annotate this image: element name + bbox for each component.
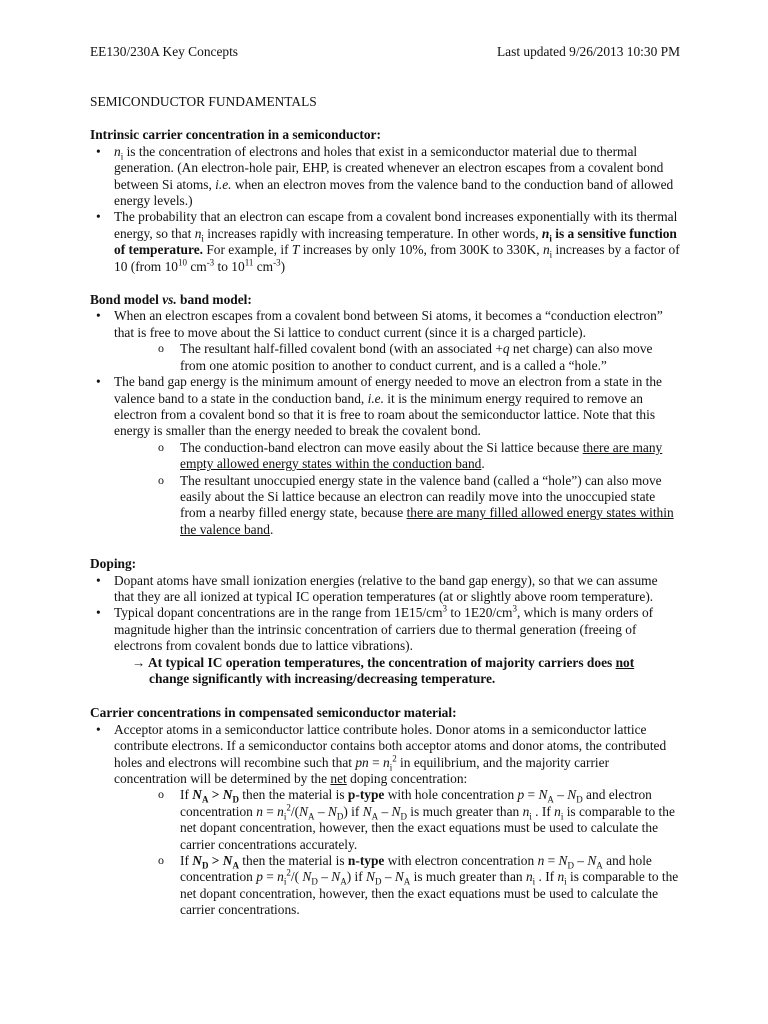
header-left: EE130/230A Key Concepts [90, 44, 239, 59]
sub-list-item: o The resultant unoccupied energy state in the valence band (called a “hole”) can also move easily about the Si lattice because an electron can readily move into the unoccupied state from a nearby filled energy state, because there are many filled allowed energy states within the valence band. [114, 473, 680, 539]
list-item: • Acceptor atoms in a semiconductor lattice contribute holes. Donor atoms in a semiconductor lattice contribute electrons. If a semiconductor contains both acceptor atoms and donor atoms, the contributed holes and electrons will recombine such that pn = $n_i^2$ in equilibrium, and the majority carrier concentration will be determined by the net doping concentration: o If $N_A > N_D$ then the material is p-type with hole concentration $p = N_A - N_D$ and electron concentration $n = n_i^2/(N_A - N_D)$ if $N_A - N_D$ is much greater than $n_i$ . If $n_i$ is comparable to the net dopant concentration, however, then the exact equations must be used to calculate the carrier concentrations accurately. o If $N_D > N_A$ then the material is n-type with electron concentration $n = N_D - N_A$ and hole concentration $p = n_i^2/$( $N_D - N_A$) if $N_D - N_A$ is much greater than $n_i$ . If $n_i$ is comparable to the net dopant concentration, however, then the exact equations must be used to calculate the carrier concentrations. [90, 722, 680, 919]
list-item: • Dopant atoms have small ionization energies (relative to the band gap energy), so that we can assume that they are all ionized at typical IC operation temperatures (at or slightly above room temperature). [90, 573, 680, 606]
compensated-list [90, 722, 680, 919]
sub-list-item: o If $N_A > N_D$ then the material is p-type with hole concentration $p = N_A - N_D$ and electron concentration $n = n_i^2/(N_A - N_D)$ if $N_A - N_D$ is much greater than $n_i$ . If $n_i$ is comparable to the net dopant concentration, however, then the exact equations must be used to calculate the carrier concentrations accurately. [114, 787, 680, 853]
header-right: Last updated 9/26/2013 10:30 PM [497, 44, 680, 59]
sub-list-item: o The resultant half-filled covalent bond (with an associated +q net charge) can also move from one atomic position to another to conduct current, and is a called a “hole.” [114, 341, 680, 374]
list-item: • $n_i$ is the concentration of electrons and holes that exist in a semiconductor material due to thermal generation. (An electron-hole pair, EHP, is created whenever an electron escapes from a covalent bond between Si atoms, i.e. when an electron moves from the valence band to the conduction band of allowed energy levels.) [90, 144, 680, 210]
section-heading-doping: Doping: [90, 556, 137, 572]
document-page [90, 44, 680, 919]
section-heading-compensated: Carrier concentrations in compensated semiconductor material: [90, 705, 457, 721]
list-item: • When an electron escapes from a covalent bond between Si atoms, it becomes a “conduction electron” that is free to move about the Si lattice to conduct current (since it is a charged particle). o The resultant half-filled covalent bond (with an associated +q net charge) can also move from one atomic position to another to conduct current, and is a called a “hole.” [90, 308, 680, 374]
doping-list [90, 573, 680, 655]
doping-conclusion: → At typical IC operation temperatures, the concentration of majority carriers does not change significantly with increasing/decreasing temperature. [132, 654, 635, 686]
section-heading-intrinsic: Intrinsic carrier concentration in a semiconductor: [90, 127, 381, 143]
bond-list [90, 308, 680, 538]
list-item: • Typical dopant concentrations are in the range from $1E15/cm^3$ to $1E20/cm^3$, which is many orders of magnitude higher than the intrinsic concentration of carriers due to thermal generation (freeing of electrons from covalent bonds due to lattice vibrations). [90, 605, 680, 654]
list-item: • The band gap energy is the minimum amount of energy needed to move an electron from a state in the valence band to a state in the conduction band, i.e. it is the minimum energy required to remove an electron from a covalent bond so that it is free to roam about the semiconductor lattice. Note that this energy is smaller than the energy needed to break the covalent bond. o The conduction-band electron can move easily about the Si lattice because there are many empty allowed energy states within the conduction band. o The resultant unoccupied energy state in the valence band (called a “hole”) can also move easily about the Si lattice because an electron can readily move into the unoccupied state from a nearby filled energy state, because there are many filled allowed energy states within the valence band. [90, 374, 680, 538]
page-header [90, 44, 680, 60]
arrow-icon: → [132, 654, 146, 670]
intrinsic-list [90, 144, 680, 275]
list-item: • The probability that an electron can escape from a covalent bond increases exponentially with its thermal energy, so that $n_i$ increases rapidly with increasing temperature. In other words, $n_i$ is a sensitive function of temperature. For example, if T increases by only 10%, from 300K to 330K, $n_i$ increases by a factor of 10 (from $10^{10}$ $cm^{-3}$ to $10^{11}$ $cm^{-3}$) [90, 209, 680, 275]
sub-list-item: o If $N_D > N_A$ then the material is n-type with electron concentration $n = N_D - N_A$ and hole concentration $p = n_i^2/$( $N_D - N_A$) if $N_D - N_A$ is much greater than $n_i$ . If $n_i$ is comparable to the net dopant concentration, however, then the exact equations must be used to calculate the carrier concentrations. [114, 853, 680, 919]
section-heading-bond: Bond model vs. band model: [90, 292, 252, 308]
sub-list-item: o The conduction-band electron can move easily about the Si lattice because there are many empty allowed energy states within the conduction band. [114, 440, 680, 473]
document-title: SEMICONDUCTOR FUNDAMENTALS [90, 94, 317, 109]
